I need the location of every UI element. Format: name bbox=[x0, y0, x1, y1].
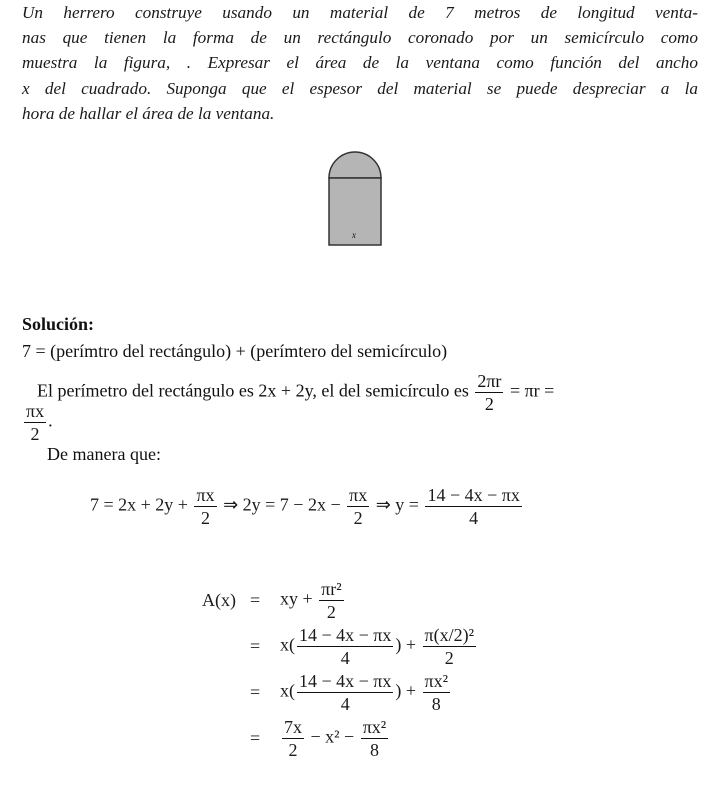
area-rhs bbox=[280, 716, 390, 761]
equals-sign: = bbox=[250, 728, 261, 748]
numerator: 7x bbox=[284, 717, 302, 737]
semicircle-shape bbox=[329, 152, 381, 178]
numerator: 14 − 4x − πx bbox=[427, 485, 520, 505]
problem-line: muestra la figura, . Expresar el área de la ventana como función del ancho bbox=[22, 53, 698, 73]
problem-line: nas que tienen la forma de un rectángulo coronado por un semicírculo como bbox=[22, 28, 698, 48]
fraction bbox=[425, 484, 521, 529]
fraction bbox=[297, 670, 393, 715]
line2b-after: . bbox=[48, 410, 53, 431]
fraction bbox=[475, 370, 503, 415]
equals-sign: = bbox=[250, 682, 261, 702]
denominator: 4 bbox=[469, 508, 479, 528]
fraction bbox=[194, 484, 216, 529]
perimeter-equation bbox=[90, 484, 524, 529]
fraction bbox=[282, 716, 304, 761]
line2-after: = πr = bbox=[509, 380, 555, 401]
denominator: 2 bbox=[288, 740, 298, 760]
fraction bbox=[347, 484, 369, 529]
denominator: 2 bbox=[326, 602, 336, 622]
numerator: πx² bbox=[362, 717, 387, 737]
eq-part: ⇒ 2y = 7 − 2x − bbox=[223, 494, 341, 515]
numerator: 2πr bbox=[477, 371, 502, 391]
denominator: 2 bbox=[444, 648, 454, 668]
expr: − x² − bbox=[310, 726, 355, 747]
fraction bbox=[24, 400, 46, 445]
problem-line: hora de hallar el área de la ventana. bbox=[22, 103, 275, 123]
eq-part: ⇒ y = bbox=[375, 494, 419, 515]
solution-line2b bbox=[22, 400, 53, 445]
fraction bbox=[361, 716, 388, 761]
equals-sign: = bbox=[250, 590, 261, 610]
area-lhs: A(x) bbox=[202, 590, 236, 610]
numerator: πx bbox=[26, 401, 45, 421]
numerator: πx bbox=[349, 485, 368, 505]
solution-heading: Solución: bbox=[22, 314, 95, 334]
problem-line: Un herrero construye usando un material de 7 metros de longitud venta- bbox=[22, 3, 698, 22]
expr: ) + bbox=[395, 680, 417, 701]
window-figure bbox=[328, 146, 384, 248]
denominator: 2 bbox=[484, 394, 494, 414]
denominator: 4 bbox=[340, 694, 350, 714]
area-rhs bbox=[280, 624, 478, 669]
problem-statement bbox=[22, 0, 698, 126]
line2-text: El perímetro del rectángulo es 2x + 2y, el del semicírculo es bbox=[37, 380, 469, 401]
numerator: πx² bbox=[424, 671, 449, 691]
fraction bbox=[423, 670, 450, 715]
expr: x( bbox=[280, 680, 295, 701]
denominator: 8 bbox=[431, 694, 441, 714]
figure-label-x: x bbox=[352, 230, 356, 240]
eq-part: 7 = 2x + 2y + bbox=[90, 494, 188, 515]
solution-line2 bbox=[37, 370, 554, 415]
numerator: πx bbox=[196, 485, 215, 505]
expr: ) + bbox=[395, 634, 417, 655]
expr: xy + bbox=[280, 588, 313, 609]
area-rhs bbox=[280, 578, 346, 623]
denominator: 2 bbox=[30, 424, 40, 444]
numerator: 14 − 4x − πx bbox=[299, 625, 392, 645]
area-rhs bbox=[280, 670, 452, 715]
numerator: 14 − 4x − πx bbox=[299, 671, 392, 691]
equals-sign: = bbox=[250, 636, 261, 656]
denominator: 4 bbox=[340, 648, 350, 668]
expr: x( bbox=[280, 634, 295, 655]
numerator: πr² bbox=[321, 579, 342, 599]
denominator: 8 bbox=[369, 740, 379, 760]
solution-line3: De manera que: bbox=[47, 444, 161, 464]
denominator: 2 bbox=[353, 508, 363, 528]
denominator: 2 bbox=[201, 508, 211, 528]
solution-line1: 7 = (perímtro del rectángulo) + (perímtero del semicírculo) bbox=[22, 341, 448, 361]
fraction bbox=[423, 624, 476, 669]
fraction bbox=[319, 578, 343, 623]
numerator: π(x/2)² bbox=[424, 625, 475, 645]
fraction bbox=[297, 624, 393, 669]
problem-line: x del cuadrado. Suponga que el espesor del material se puede despreciar a la bbox=[22, 78, 698, 98]
